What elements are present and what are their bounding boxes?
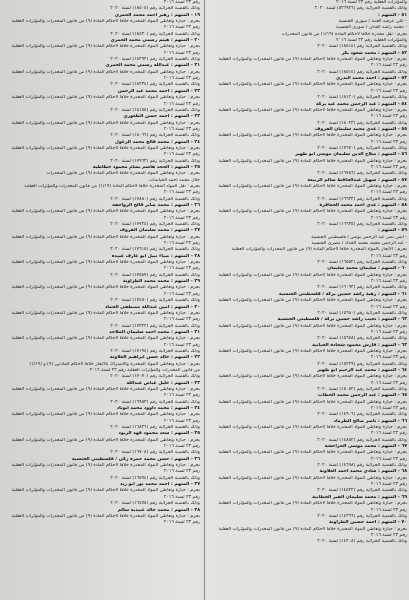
text-line: رقم ٢٣ لسنة ٢٠١٦ [163, 101, 200, 107]
text-line: بجرم : حيازة وتعاطي المواد المخدرة خلافاً لأحكام المادة (٩) من قانون المخدرات والمؤثرات العقلية [11, 386, 200, 392]
text-line: رقم ٢٣ لسنة ٢٠١٦ [370, 532, 407, 538]
text-line: بجرم : حيازة وتعاطي المواد المخدرة خلافاً لأحكام المادة (٩) من قانون المخدرات والمؤثرات العقلية [11, 285, 200, 291]
text-line: وذلك بالقضية الجزائية رقم (١٦٧٠٨) لسنة ٢٠٢٠ [110, 450, 200, 456]
defendant-heading: ٦١ - المتهم : رهبة راشد حسين بركة / فلسطيني الجنسية [278, 291, 407, 297]
text-line: وذلك بالقضية الجزائية رقم (١٦٦٣٥) لسنة ٢٠٢٠ [317, 222, 407, 228]
defendant-heading: ٥٦ - المتهم : صلاح الدين سليمان موسى ابو ظهير [295, 152, 407, 158]
text-line: بجرم : حيازة وتعاطي المواد المخدرة خلافاً لأحكام المادة (٩) من قانون المخدرات والمؤثرات العقلية [218, 526, 407, 532]
defendant-heading: ٧٠ - المتهم : احمد حسين الطراونة [328, 520, 407, 526]
text-line: بجرم : حيازة وتعاطي المواد المخدرة خلافاً لأحكام المادة (٩) من قانون المخدرات والمؤثرات العقلية [11, 437, 200, 443]
text-line: وذلك بالقضية الجزائية رقم (١٥٢٢٩) لسنة ٢٠٢٠ [317, 361, 407, 367]
defendant-heading: ٦٤ - المتهم : محمد عبد الرحيم ابو ظهير [317, 367, 407, 373]
text-line: رقم ٢٣ لسنة ٢٠١٦ [163, 126, 200, 132]
defendant-heading: ٢٧ - المتهم : محمد سليمان الفروف [119, 228, 200, 234]
text-line: رقم ٢٣ لسنة ٢٠١٦ [163, 494, 200, 500]
text-line: بجرم : حيازة وتعاطي المواد المخدرة خلافاً لأحكام المادة (٩) من قانون المخدرات والمؤثرات العقلية [11, 412, 200, 418]
text-line: بجرم : حيازة وتعاطي المواد المخدرة خلافاً لأحكام المادة (٩) من قانون المخدرات والمؤثرات العقلية [11, 488, 200, 494]
defendant-heading: ٥٣ - المتهم : احمد محمد البدري [335, 76, 407, 82]
text-line: وذلك بالقضية الجزائية رقم (٥٢٦٩٢٦) لسنة ٢٠٢٠ [314, 6, 407, 12]
defendant-heading: ٦٥ - المتهم : عبد الرحمن محمد الخطاب [317, 393, 407, 399]
text-line: رقم ٢٣ لسنة ٢٠١٦ [163, 76, 200, 82]
defendant-heading: ٣٦ - المتهم : حسن محمد حمزة زكي / فلسطيني الجنسية [71, 456, 200, 462]
text-line: بجرم : حيازة وتعاطي المواد المخدرة خلافاً لأحكام المادة (٩) من قانون المخدرات والمؤثرات العقلية [218, 272, 407, 278]
text-line: رقم ٢٣ لسنة ٢٠١٦ [163, 317, 200, 323]
text-line: وذلك بالقضية الجزائية رقم (١٨٥١٤) لسنة ٢٠٢٠ [317, 44, 407, 50]
defendant-heading: ٢٨ - المتهم : ضياء نبيل ابو عارف عبيدة [111, 253, 200, 259]
text-line: بجرم : حيازة وتعاطي المواد المخدرة خلافاً لأحكام المادة (٩) من قانون المخدرات والمؤثرات العقلية [218, 323, 407, 329]
text-line: رقم ٢٣ لسنة ٢٠١٦ [370, 279, 407, 285]
text-line: رقم ٢٣ لسنة ٢٠١٦ [370, 63, 407, 69]
defendant-heading: ٦٠ - المتهم : سليمان محمد سليمان [327, 266, 407, 272]
text-line: - عبد الرحمن محمد محمد الحداد / مصري الجنسية [311, 241, 407, 247]
defendant-heading: ١٩ - المتهم : زهير احمد محمد الحمري [114, 12, 200, 18]
text-line: رقم ٢٣ لسنة ٢٠١٦ [163, 215, 200, 221]
text-line: بجرم : حيازة وتعاطي المواد المخدرة خلافاً لأحكام المادة (٩) من قانون المخدرات والمؤثرات العقلية [11, 69, 200, 75]
defendant-heading: ٥٢ - المتهم : محمد سعود بكر [341, 50, 407, 56]
text-line: رقم ٢٣ لسنة ٢٠١٦ [163, 444, 200, 450]
defendant-heading: ٣٨ - المتهم : محمد خالد عبيدية سالم [117, 507, 200, 513]
text-line: بجرم : حيازة وتعاطي المواد المخدرة خلافاً لأحكام المادة (٩) من قانون المخدرات والمؤثرات العقلية [11, 95, 200, 101]
text-line: وذلك بالقضية الجزائية رقم (١٨٢٩٢) لسنة ٢٠٢٠ [110, 57, 200, 63]
text-line: رقم ٢٣ لسنة ٢٠١٦ [163, 469, 200, 475]
text-line: وذلك بالقضية الجزائية رقم (١٤٣٦٦) لسنة ٢٠٢٠ [317, 513, 407, 519]
text-line: وذلك بالقضية الجزائية رقم (١٧٦٧٠) لسنة ٢٠٢٠ [317, 145, 407, 151]
text-line: وذلك بالقضية الجزائية رقم (١٤٦٩٨) لسنة ٢٠٢٠ [317, 463, 407, 469]
text-line: وذلك بالقضية الجزائية رقم (١٧٥٨٧) لسنة ٢٠٢٠ [110, 272, 200, 278]
text-line: بجرم : حيازة وتعاطي المواد المخدرة خلافاً لأحكام المادة (٩) من قانون المخدرات والمؤثرات العقلية [218, 298, 407, 304]
defendant-heading: ٦٣ - المتهم : فارس محمود شحادة الحيانية [312, 342, 407, 348]
defendant-heading: ٣٤ - المتهم : محمد داوود محمد ابوناد [116, 406, 200, 411]
defendant-heading: ٣٣ - المتهم : خليل عياض عبدالله [126, 380, 200, 386]
defendant-heading: ٥٤ - المتهم : عبد الرحمن محمد عيد بركة [316, 101, 407, 107]
text-line: وذلك بالقضية الجزائية رقم (١٥٦٨٠) لسنة ٢٠٢٠ [317, 310, 407, 316]
text-line: بجرم : حيازة وتعاطي المواد المخدرة خلافاً لأحكام المادة (٩) من قانون المخدرات والمؤثرات العقلية [218, 425, 407, 431]
defendant-heading: ٥٧ - المتهم : سهيل عبدالحافظ سالم الربيعة [307, 177, 407, 183]
text-line: وذلك بالقضية الجزائية رقم (١٧٠٧٠) لسنة ٢٠٢٠ [110, 374, 200, 380]
defendant-heading: ٣١ - المتهم : محمد احمد سليمان الملاجد [109, 329, 200, 335]
text-line: بجرم : حيازة وتعاطي المواد المخدرة خلافاً لأحكام المادة (٩) من قانون المخدرات والمؤثرات العقلية [11, 19, 200, 25]
text-line: وذلك بالقضية الجزائية رقم (١٨١٢٠) لسنة ٢٠٢٠ [317, 95, 407, 101]
defendant-heading: ٦٩ - المتهم : محمد سليمان الفيز الخطابية [312, 494, 407, 500]
text-line: وذلك بالقضية الجزائية رقم (١٨١٥٥) لسنة ٢٠٢٠ [110, 107, 200, 113]
text-line: رقم ٢٣ لسنة ٢٠١٦ [163, 342, 200, 348]
text-line: بجرم : حيازة وتعاطي المواد المخدرة خلافاً لأحكام المادة (٩) من قانون المخدرات والمؤثرات العقلية [11, 513, 200, 519]
text-line: بجرم : حيازة وتعاطي المواد المخدرة خلافاً لأحكام المادة (٩) من قانون المخدرات والمؤثرات العقلية [11, 209, 200, 215]
text-line: بجرم : حيازة وتعاطي المواد المخدرة خلافاً لأحكام المادة (٩) من قانون المخدرات والمؤثرات العقلية [218, 183, 407, 189]
text-line: وذلك بالقضية الجزائية رقم (١٦٠٩٣) لسنة ٢٠٢٠ [317, 285, 407, 291]
text-line: وذلك بالقضية الجزائية رقم (١٨٤٣٠) لسنة ٢٠٢٠ [110, 31, 200, 37]
defendant-heading: ٣٠ - المتهم : امين عبدالله مصطفى الحماد [104, 304, 200, 310]
defendant-heading: ٥٨ - المتهم : عدي احمد محمد الجعافرة [319, 203, 407, 208]
text-line: وذلك بالقضية الجزائية رقم (١٦٦٣٣) لسنة ٢٠٢٠ [317, 196, 407, 202]
defendant-heading: ٦٦ - المتهم : ناصر صالح الطرماد [333, 418, 407, 424]
text-line: بجرم : حيازة وتعاطي المواد المخدرة خلافاً لأحكام المادة (٩) من قانون المخدرات [46, 171, 200, 177]
defendant-heading: ٢٩ - المتهم : محمد محمد الطراونة [122, 279, 200, 285]
text-line: وذلك بالقضية الجزائية رقم (١٤٥٢٢) لسنة ٢٠٢٠ [317, 488, 407, 494]
text-line: بجرم : حيازة وتعاطي المواد المخدرة خلافاً لأحكام المادة (٩) من قانون المخدرات والمؤثرات العقلية [11, 120, 200, 126]
text-line: وذلك بالقضية الجزائية رقم (١٨٠٢٣) لسنة ٢٠٢٠ [317, 120, 407, 126]
text-line: بجرم : حيازة وتعاطي المواد المخدرة خلافاً لأحكام المادة (٩) من قانون المخدرات والمؤثرات العقلية [218, 501, 407, 507]
defendant-heading: ٢١ - المتهم : عبدالله رسمي محمد الحمري [105, 63, 200, 69]
text-line: بجرم : الاتجار بالمواد المخدرة خلافاً لأحكام المادة (٩) من قانون المخدرات والمؤثرات العقلية [231, 247, 407, 253]
defendant-heading: ٢٠ - المتهم : هيثم رسمي محمد الحمري [110, 38, 200, 44]
text-line: - انس نصر عبد الرحمن يونس / فلسطيني الجنسية [311, 234, 407, 240]
defendant-heading: ٣٧ - المتهم : احمد محمد نور ابو زيد [120, 482, 200, 488]
text-line: وذلك بالقضية الجزائية رقم (١٧٦١٥) لسنة ٢٠٢٠ [110, 247, 200, 253]
defendant-heading: ٥١ - المتهم : [377, 12, 407, 18]
text-line: وذلك بالقضية الجزائية رقم (١٥٠٨٢) لسنة ٢٠٢٠ [317, 386, 407, 392]
text-line: رقم ٢٣ لسنة ٢٠١٦ [163, 393, 200, 399]
text-line: بجرم : حيازة وتعاطي المواد المخدرة خلافاً لأحكام المادة (٩) من قانون المخدرات والمؤثرات العقلية [218, 475, 407, 481]
text-line: بجرم : حيازة وتعاطي المواد المخدرة خلافاً لأحكام المادة (٩) من قانون المخدرات والمؤثرات العقلية [218, 107, 407, 113]
text-line: رقم ٢٣ لسنة ٢٠١٦ [370, 139, 407, 145]
text-line: بجرم : حيازة وتعاطي المواد المخدرة خلافاً لأحكام المادة (٩) من قانون المخدرات والمؤثرات العقلية [218, 399, 407, 405]
column-divider [204, 0, 205, 600]
text-line: بجرم : حيازة وتعاطي المواد المخدرة خلافاً لأحكام المادة (٩) من قانون المخدرات والمؤثرات العقلية [218, 158, 407, 164]
text-line: رقم ٢٣ لسنة ٢٠١٦ [370, 88, 407, 94]
defendant-heading: ٦٧ - المتهم : محمد موسى الحراحشة [324, 444, 407, 450]
text-line: بجرم : حيازة وتعاطي المواد المخدرة والاشتراك بالاتجار خلافاً لأحكام المادتين (٩) و (١/١٩) [29, 361, 200, 367]
text-line: وذلك بالقضية الجزائية رقم (١٧٨٥٠) لسنة ٢٠٢٠ [110, 196, 200, 202]
defendant-heading: ٢٣ - المتهم : احمد حسن الطعوري [123, 114, 200, 120]
text-line: بجرم : حيازة وتعاطي المواد المخدرة خلافاً لأحكام المادة (٩) من قانون المخدرات والمؤثرات العقلية [11, 463, 200, 469]
defendant-heading: ٦٨ - المتهم : شادي محمد احمد العلاونة [319, 469, 407, 475]
text-line: رقم ٢٣ لسنة ٢٠١٦ [370, 355, 407, 361]
text-line: وذلك بالقضية الجزائية رقم (١٧٤٥٠) لسنة ٢٠٢٠ [110, 298, 200, 304]
defendant-heading: ٢٢ - المتهم : احمد محمد عبد الرحمن [117, 88, 200, 94]
defendant-heading: ٥٥ - المتهم : عدي محمد سليمان الفروف [315, 126, 407, 132]
text-line: رقم ٢٣ لسنة ٢٠١٦ [370, 164, 407, 170]
text-line: بجرم : حيازة وتعاطي المواد المخدرة خلافاً لأحكام المادة (٩) من قانون المخدرات والمؤثرات العقلية [218, 374, 407, 380]
text-line: رقم ٢٣ لسنة ٢٠١٦ [163, 291, 200, 297]
text-line: بجرم : حيازة وتعاطي المواد المخدرة خلافاً لأحكام المادة (٩) من قانون المخدرات والمؤثرات العقلية [11, 145, 200, 151]
text-line: وذلك بالقضية الجزائية رقم (١٤٢٠٨) لسنة ٢٠٢٠ [317, 539, 407, 545]
text-line: وذلك بالقضية الجزائية رقم (١٦٩٥٣) لسنة ٢٠٢٠ [110, 399, 200, 405]
text-line: من قانون المخدرات والمؤثرات العقلية رقم ٢٣ لسنة ٢٠١٦ [89, 367, 200, 373]
text-line: وذلك بالقضية الجزائية رقم (١٦٧٨٦) لسنة ٢٠٢٠ [317, 171, 407, 177]
text-line: وذلك بالقضية الجزائية رقم (١٧٣٢٢) لسنة ٢٠٢٠ [110, 323, 200, 329]
text-line: رقم ٢٣ لسنة ٢٠١٦ [370, 406, 407, 411]
text-line: بجرم : حيازة وتعاطي المواد المخدرة خلافاً لأحكام المادة (٩) من قانون المخدرات والمؤثرات العقلية [218, 57, 407, 63]
text-line: وذلك بالقضية الجزائية رقم (١٤٩٠٦) لسنة ٢٠٢٠ [317, 412, 407, 418]
text-line: رقم ٢٣ لسنة ٢٠١٦ [370, 114, 407, 120]
text-line: رقم ٢٣ لسنة ٢٠١٦ [370, 215, 407, 221]
text-line: بجرم : نقل مخدرة خلافاً لأحكام المادة (١/١٩) من قانون المخدرات [281, 31, 407, 37]
text-line: بجرم : حيازة وتعاطي المواد المخدرة خلافاً لأحكام المادة (٩) من قانون المخدرات والمؤثرات العقلية [218, 348, 407, 354]
text-line: رقم ٢٣ لسنة ٢٠١٦ [370, 253, 407, 259]
text-line: رقم ٢٣ لسنة ٢٠١٦ [163, 50, 200, 56]
text-line: والمؤثرات العقلية رقم ٢٣ لسنة ٢٠١٦ [336, 38, 407, 44]
text-line: بجرم : حيازة وتعاطي المواد المخدرة خلافاً لأحكام المادة (٩) من قانون المخدرات والمؤثرات العقلية [11, 336, 200, 342]
text-line: رقم ٢٣ لسنة ٢٠١٦ [370, 190, 407, 196]
text-line: رقم ٢٣ لسنة ٢٠١٦ [370, 431, 407, 437]
text-line: بجرم : حيازة وتعاطي المواد المخدرة خلافاً لأحكام المادة (٩) من قانون المخدرات والمؤثرات العقلية [11, 44, 200, 50]
text-line: بجرم : نقل المواد المخدرة خلافاً لأحكام المادة (١/١٩) من قانون المخدرات والمؤثرات العقلية [24, 183, 200, 189]
text-line: وذلك بالقضية الجزائية رقم (١٨٠٦٦) لسنة ٢٠٢٠ [110, 133, 200, 139]
text-line: وذلك بالقضية الجزائية رقم (١٧٧٢٤) لسنة ٢٠٢٠ [110, 222, 200, 228]
defendant-heading: ٢٦ - المتهم : محمد صابر فالح الرواجفة [112, 203, 200, 208]
right-column [209, 0, 407, 600]
text-line: والمؤثرات العقلية رقم ٢٣ لسنة ٢٠١٦ [336, 0, 407, 5]
text-line: وذلك بالقضية الجزائية رقم (١٤٨٨٢) لسنة ٢٠٢٠ [317, 437, 407, 443]
text-line: وذلك بالقضية الجزائية رقم (١٨٥١٤) لسنة ٢٠٢٠ [317, 69, 407, 75]
text-line: رقم ٢٣ لسنة ٢٠١٦ [163, 418, 200, 424]
text-line: جلال محمد احمد الحياصات [148, 177, 200, 183]
text-line: رقم ٢٣ لسنة ٢٠١٦ [163, 241, 200, 247]
text-line: بجرم : حيازة وتعاطي المواد المخدرة خلافاً لأحكام المادة (٩) من قانون المخدرات والمؤثرات العقلية [11, 234, 200, 240]
text-line: وذلك بالقضية الجزائية رقم (١٨٢٣٤) لسنة ٢٠٢٠ [110, 82, 200, 88]
text-line: وذلك بالقضية الجزائية رقم (١٥٦٧٨) لسنة ٢٠٢٠ [317, 336, 407, 342]
text-line: وذلك بالقضية الجزائية رقم (١٧٩٦٣) لسنة ٢٠٢٠ [110, 158, 200, 164]
text-line: رقم ٢٣ لسنة ٢٠١٦ [370, 380, 407, 386]
text-line: رقم ٢٣ لسنة ٢٠١٦ [370, 482, 407, 488]
text-line: بجرم : حيازة وتعاطي المواد المخدرة خلافاً لأحكام المادة (٩) من قانون المخدرات والمؤثرات العقلية [11, 260, 200, 266]
text-line: وذلك بالقضية الجزائية رقم (١٦٤٧٥) لسنة ٢٠٢٠ [110, 501, 200, 507]
text-line: بجرم : حيازة وتعاطي المواد المخدرة خلافاً لأحكام المادة (٩) من قانون المخدرات والمؤثرات العقلية [11, 310, 200, 316]
text-line: وذلك بالقضية الجزائية رقم (١٦٨٢٦) لسنة ٢٠٢٠ [110, 425, 200, 431]
defendant-heading: ٣٢ - المتهم : خالد حسن ابراهيم العلاونة [109, 355, 200, 361]
text-line: رقم ٢٣ لسنة ٢٠١٦ [163, 152, 200, 158]
text-line: بجرم : حيازة وتعاطي المواد المخدرة خلافاً لأحكام المادة (٩) من قانون المخدرات والمؤثرات العقلية [218, 133, 407, 139]
text-line: رقم ٢٣ لسنة ٢٠١٦ [163, 0, 200, 5]
text-line: رقم ٢٣ لسنة ٢٠١٦ [370, 329, 407, 335]
text-line: رقم ٢٣ لسنة ٢٠١٦ [370, 456, 407, 462]
left-column [2, 0, 200, 600]
text-line: بجرم : حيازة وتعاطي المواد المخدرة خلافاً لأحكام المادة (٩) من قانون المخدرات والمؤثرات العقلية [218, 82, 407, 88]
text-line: رقم ٢٣ لسنة ٢٠١٦ [163, 25, 200, 31]
text-line: رقم ٢٣ لسنة ٢٠١٦ [163, 266, 200, 272]
text-line: وذلك بالقضية الجزائية رقم (١٧١٩٤) لسنة ٢٠٢٠ [110, 348, 200, 354]
text-line: وذلك بالقضية الجزائية رقم (١٦٥٥٢) لسنة ٢٠٢٠ [317, 260, 407, 266]
text-line: - علي عرفيه العتبة / سوري الجنسية [338, 19, 407, 25]
text-line: رقم ٢٣ لسنة ٢٠١٦ [370, 304, 407, 310]
defendant-heading: ٢٤ - المتهم : محمد فالح محمد الزعول [114, 139, 200, 145]
text-line: وذلك بالقضية الجزائية رقم (١٨٥٠٥) لسنة ٢٠٢٠ [110, 6, 200, 12]
defendant-heading: ٣٥ - المتهم : سعد محمود فهد الزيود [118, 431, 200, 437]
text-line: وذلك بالقضية الجزائية رقم (١٦٥٩٤) لسنة ٢٠٢٠ [110, 475, 200, 481]
text-line: رقم ٢٣ لسنة ٢٠١٦ [163, 190, 200, 196]
defendant-heading: ٦٢ - المتهم : نجيب راشد حسين بركة / فلسطيني الجنسية [277, 317, 407, 323]
defendant-heading: ٢٥ - المتهم : الحجد هاشم بسام محمود خطاطية [92, 164, 200, 170]
text-line: بجرم : حيازة وتعاطي المواد المخدرة خلافاً لأحكام المادة (٩) من قانون المخدرات والمؤثرات العقلية [218, 209, 407, 215]
defendant-heading: ٥٩ - المتهم : [377, 228, 407, 234]
text-line: رقم ٢٣ لسنة ٢٠١٦ [163, 520, 200, 526]
text-line: بجرم : حيازة وتعاطي المواد المخدرة خلافاً لأحكام المادة (٩) من قانون المخدرات والمؤثرات العقلية [218, 450, 407, 456]
text-line: - محمد راشد الجنان / سوري الجنسية [335, 25, 407, 31]
text-line: رقم ٢٣ لسنة ٢٠١٦ [370, 507, 407, 513]
